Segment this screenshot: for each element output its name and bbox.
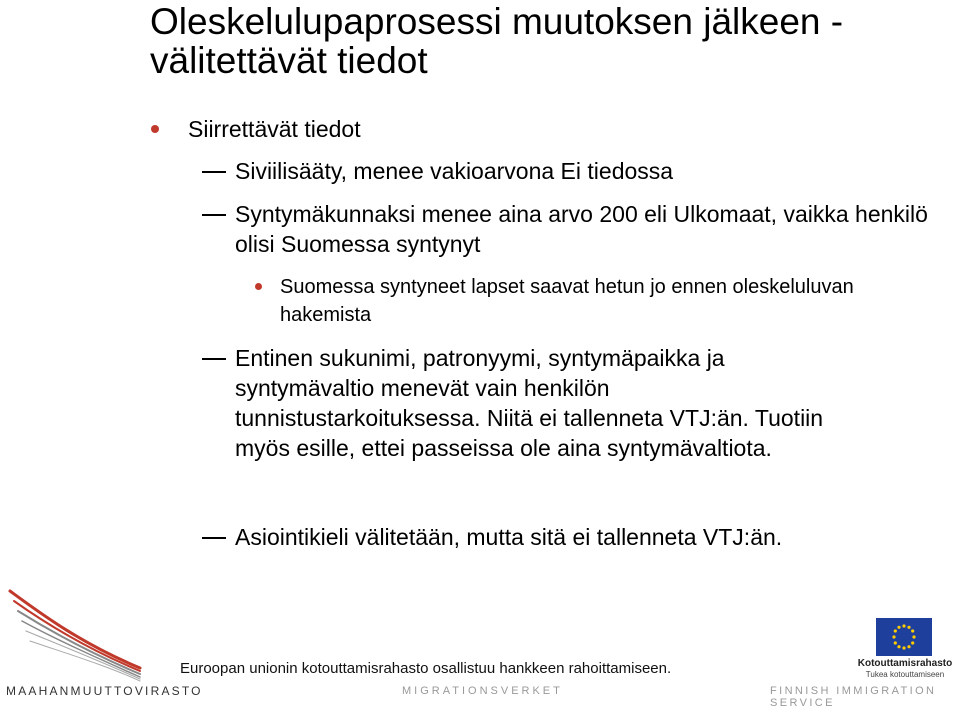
dash-item — [235, 343, 855, 463]
agency-name-english: FINNISH IMMIGRATION SERVICE — [770, 685, 937, 709]
dash-text: Syntymäkunnaksi menee aina arvo 200 eli Ulkomaat, vaikka henkilö olisi Suomessa syntynyt — [235, 201, 928, 257]
fund-name: Kotouttamisrahasto — [857, 658, 953, 669]
dash-item — [235, 522, 935, 552]
eu-flag-icon — [876, 618, 932, 656]
slide-title: Oleskelulupaprosessi muutoksen jälkeen - välitettävät tiedot — [150, 1, 844, 81]
sub-bullet-text: Suomessa syntyneet lapset saavat hetun jo ennen oleskeluluvan hakemista — [280, 276, 854, 326]
dash-text: Siviilisääty, menee vakioarvona Ei tiedossa — [235, 158, 674, 184]
agency-name-swedish: MIGRATIONSVERKET — [402, 685, 563, 697]
dash-icon — [202, 358, 226, 360]
maahanmuuttovirasto-logo-icon — [0, 583, 170, 683]
sub-bullet-item — [280, 273, 920, 329]
dash-icon — [202, 537, 226, 539]
dash-icon — [202, 171, 226, 173]
agency-logo-text: MAAHANMUUTTOVIRASTO — [6, 684, 203, 698]
eu-funding-note: Euroopan unionin kotouttamisrahasto osallistuu hankkeen rahoittamiseen. — [180, 660, 672, 677]
bullet-dot-icon — [255, 283, 262, 290]
fund-subtitle: Tukea kotouttamiseen — [865, 670, 945, 679]
bullet-item — [188, 114, 361, 144]
dash-item — [235, 199, 935, 259]
dash-item — [235, 156, 935, 186]
dash-text: Asiointikieli välitetään, mutta sitä ei tallenneta VTJ:än. — [235, 524, 783, 550]
dash-icon — [202, 214, 226, 216]
bullet-text: Siirrettävät tiedot — [188, 116, 361, 142]
bullet-dot-icon — [151, 125, 159, 133]
dash-text: Entinen sukunimi, patronyymi, syntymäpaikka ja syntymävaltio menevät vain henkilön tunnistustarkoituksessa. Niitä ei tallenneta VTJ:än. Tuotiin myös esille, ettei passeissa ole aina syntymävaltiota. — [235, 345, 824, 461]
